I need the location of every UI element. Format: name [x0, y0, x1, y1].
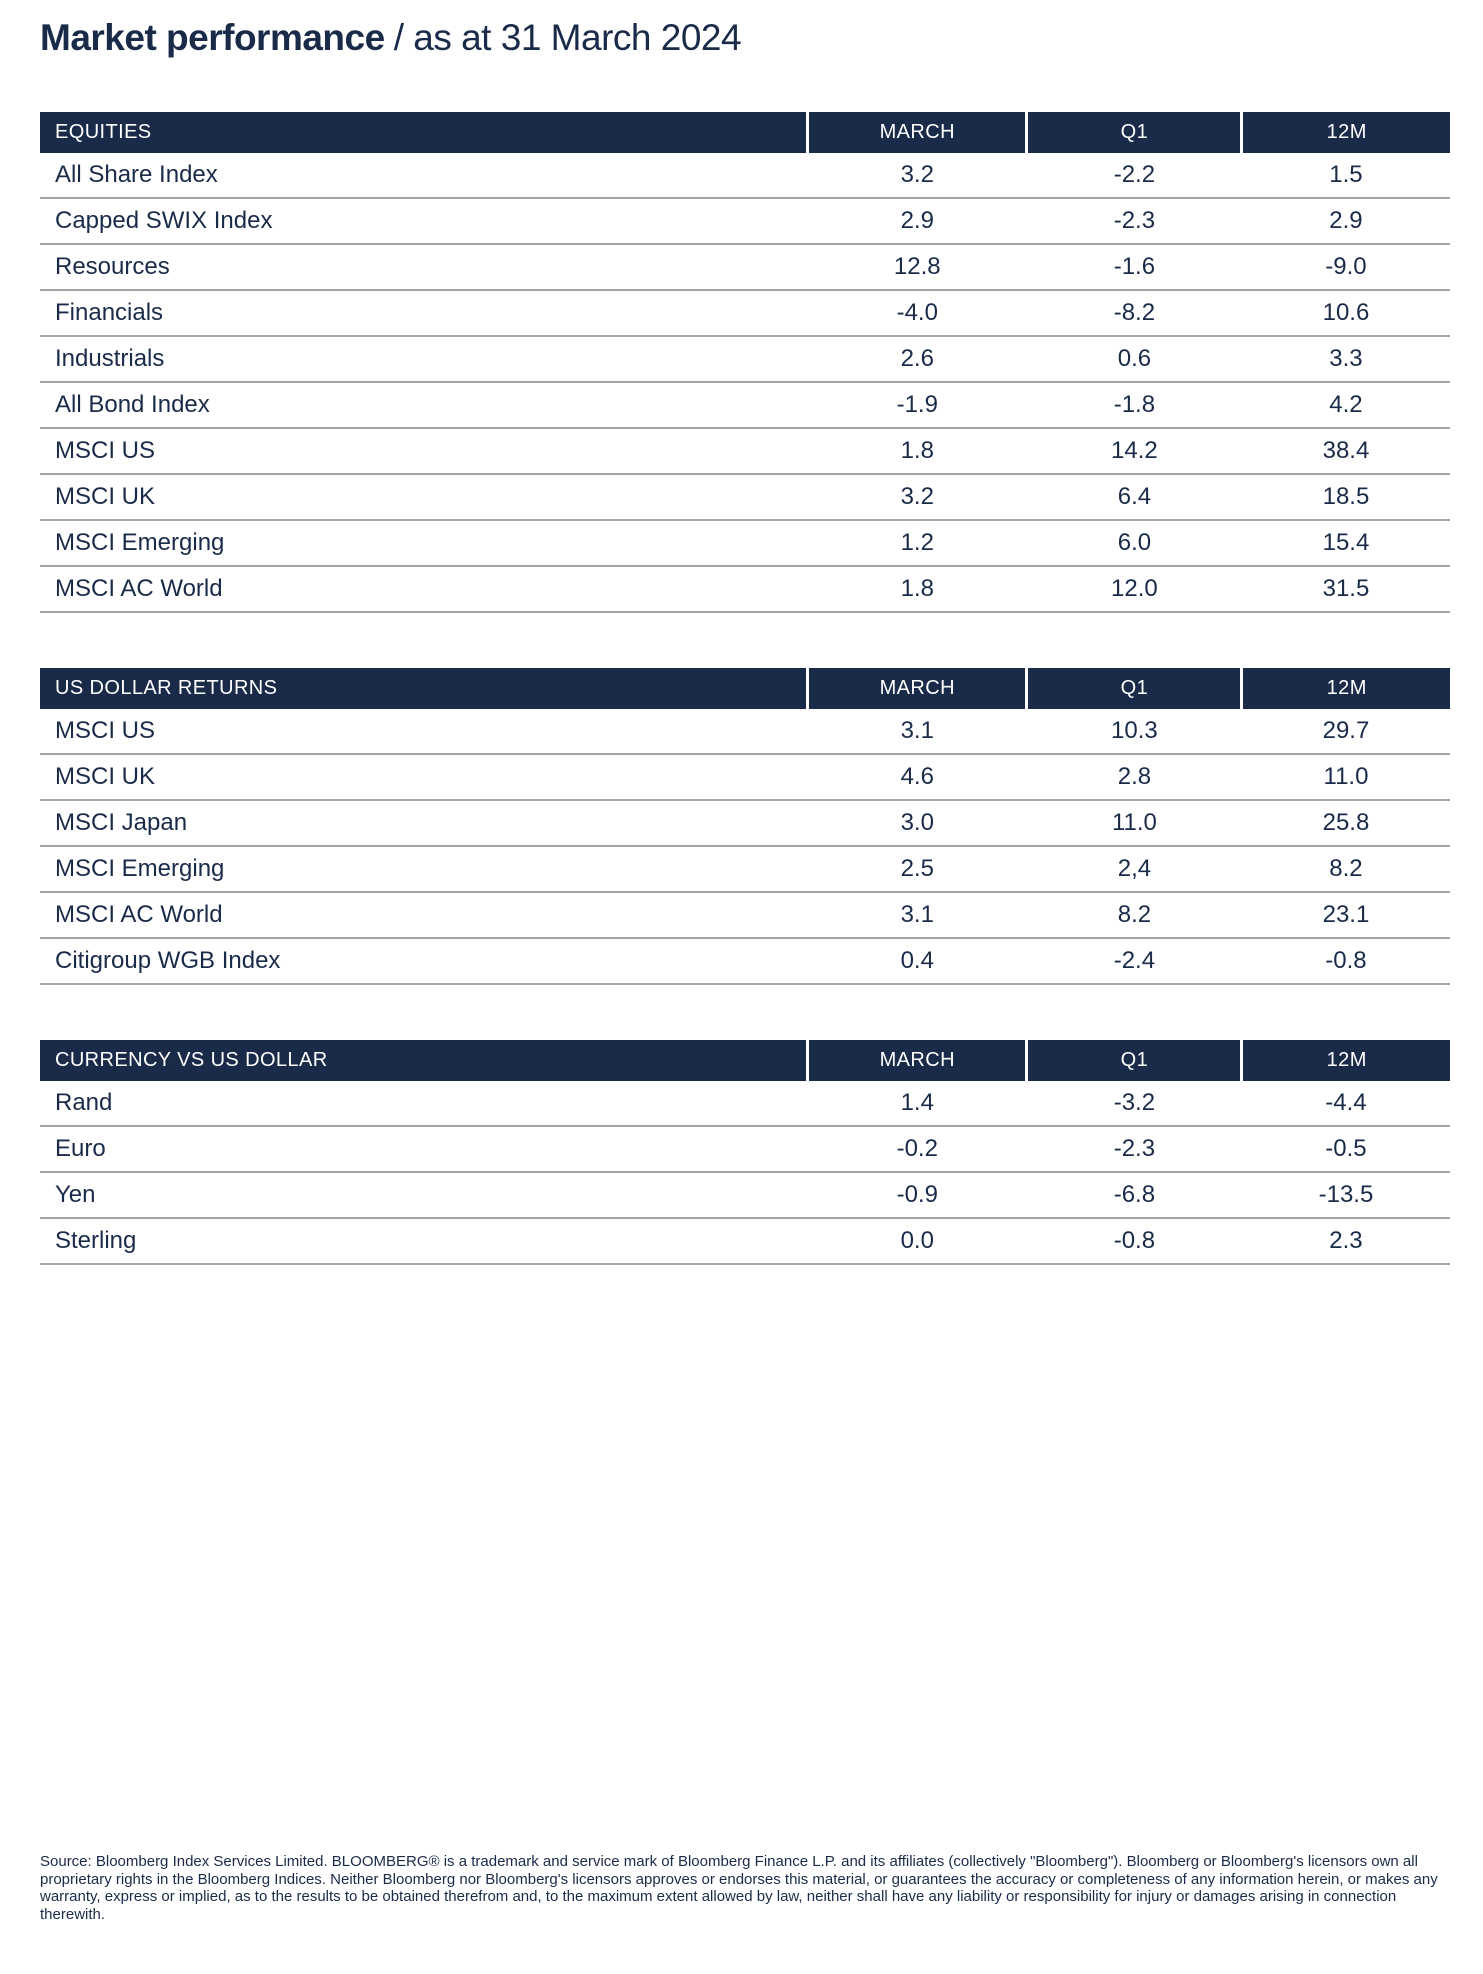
- tables-container: [40, 112, 1450, 1265]
- row-value: -2.2: [1027, 153, 1242, 198]
- row-value: 4.6: [808, 754, 1027, 800]
- row-value: 0.0: [808, 1218, 1027, 1264]
- row-value: 3.3: [1242, 336, 1450, 382]
- row-label: MSCI Emerging: [40, 520, 808, 566]
- column-header-12m: 12M: [1242, 112, 1450, 153]
- table-header-row: [40, 112, 1450, 153]
- row-label: MSCI US: [40, 709, 808, 754]
- row-value: -8.2: [1027, 290, 1242, 336]
- row-value: 0.6: [1027, 336, 1242, 382]
- row-label: Euro: [40, 1126, 808, 1172]
- row-value: 1.8: [808, 566, 1027, 612]
- column-header-q1: Q1: [1027, 112, 1242, 153]
- row-label: Citigroup WGB Index: [40, 938, 808, 984]
- row-label: MSCI AC World: [40, 892, 808, 938]
- row-value: -13.5: [1242, 1172, 1450, 1218]
- table-row: [40, 1172, 1450, 1218]
- table-row: [40, 474, 1450, 520]
- table-row: [40, 1126, 1450, 1172]
- row-value: 8.2: [1027, 892, 1242, 938]
- row-value: 1.5: [1242, 153, 1450, 198]
- table-row: [40, 566, 1450, 612]
- column-header-q1: Q1: [1027, 668, 1242, 709]
- row-value: -9.0: [1242, 244, 1450, 290]
- row-value: -2.3: [1027, 198, 1242, 244]
- row-value: -2.4: [1027, 938, 1242, 984]
- row-value: 18.5: [1242, 474, 1450, 520]
- row-value: 12.0: [1027, 566, 1242, 612]
- table-us-dollar-returns: [40, 668, 1450, 985]
- table-row: [40, 520, 1450, 566]
- row-value: -6.8: [1027, 1172, 1242, 1218]
- table-row: [40, 800, 1450, 846]
- row-value: 29.7: [1242, 709, 1450, 754]
- table-header-row: [40, 668, 1450, 709]
- row-label: Resources: [40, 244, 808, 290]
- row-value: 3.1: [808, 709, 1027, 754]
- row-value: -1.6: [1027, 244, 1242, 290]
- row-value: 3.2: [808, 153, 1027, 198]
- row-value: 2.5: [808, 846, 1027, 892]
- row-value: 3.0: [808, 800, 1027, 846]
- row-label: MSCI UK: [40, 754, 808, 800]
- table-row: [40, 153, 1450, 198]
- page-title-suffix: / as at 31 March 2024: [393, 17, 742, 58]
- table-row: [40, 709, 1450, 754]
- row-value: 2.3: [1242, 1218, 1450, 1264]
- row-value: 2.9: [1242, 198, 1450, 244]
- table-row: [40, 198, 1450, 244]
- source-disclaimer: Source: Bloomberg Index Services Limited. BLOOMBERG® is a trademark and service mark of Bloomberg Finance L.P. and its affiliates (collectively "Bloomberg"). Bloomberg or Bloomberg's licensors own all proprietary rights in the Bloomberg Indices. Neither Bloomberg nor Bloomberg's licensors approves or endorses this material, or guarantees the accuracy or completeness of any information herein, or makes any warranty, express or implied, as to the results to be obtained therefrom and, to the maximum extent allowed by law, neither shall have any liability or responsibility for injury or damages arising in connection therewith.: [40, 1853, 1438, 1923]
- row-value: 2.9: [808, 198, 1027, 244]
- row-value: 14.2: [1027, 428, 1242, 474]
- row-value: 23.1: [1242, 892, 1450, 938]
- table-equities: [40, 112, 1450, 613]
- row-label: All Bond Index: [40, 382, 808, 428]
- table-section-title: EQUITIES: [40, 112, 808, 153]
- row-label: Rand: [40, 1081, 808, 1126]
- row-value: -0.9: [808, 1172, 1027, 1218]
- row-value: 2.8: [1027, 754, 1242, 800]
- page-title-main: Market performance: [40, 17, 385, 58]
- row-value: 2,4: [1027, 846, 1242, 892]
- row-value: -0.2: [808, 1126, 1027, 1172]
- table-header-row: [40, 1040, 1450, 1081]
- table-row: [40, 938, 1450, 984]
- row-value: -0.8: [1242, 938, 1450, 984]
- row-value: -4.0: [808, 290, 1027, 336]
- row-value: -2.3: [1027, 1126, 1242, 1172]
- row-value: 0.4: [808, 938, 1027, 984]
- row-value: -3.2: [1027, 1081, 1242, 1126]
- table-row: [40, 382, 1450, 428]
- row-value: 2.6: [808, 336, 1027, 382]
- row-value: 4.2: [1242, 382, 1450, 428]
- row-value: 1.2: [808, 520, 1027, 566]
- row-value: -4.4: [1242, 1081, 1450, 1126]
- column-header-12m: 12M: [1242, 1040, 1450, 1081]
- row-label: Sterling: [40, 1218, 808, 1264]
- table-row: [40, 754, 1450, 800]
- row-value: 25.8: [1242, 800, 1450, 846]
- row-label: MSCI Japan: [40, 800, 808, 846]
- row-label: MSCI AC World: [40, 566, 808, 612]
- table-row: [40, 244, 1450, 290]
- column-header-q1: Q1: [1027, 1040, 1242, 1081]
- page-title: [40, 16, 1450, 60]
- row-label: Financials: [40, 290, 808, 336]
- row-value: 12.8: [808, 244, 1027, 290]
- table-section-title: CURRENCY VS US DOLLAR: [40, 1040, 808, 1081]
- row-value: 10.3: [1027, 709, 1242, 754]
- row-value: -1.8: [1027, 382, 1242, 428]
- row-label: Yen: [40, 1172, 808, 1218]
- row-value: 11.0: [1027, 800, 1242, 846]
- row-value: 6.4: [1027, 474, 1242, 520]
- table-row: [40, 428, 1450, 474]
- row-value: -1.9: [808, 382, 1027, 428]
- table-row: [40, 846, 1450, 892]
- row-value: 1.4: [808, 1081, 1027, 1126]
- row-label: MSCI UK: [40, 474, 808, 520]
- table-currency-vs-us-dollar: [40, 1040, 1450, 1265]
- row-value: -0.5: [1242, 1126, 1450, 1172]
- column-header-march: MARCH: [808, 1040, 1027, 1081]
- row-value: 6.0: [1027, 520, 1242, 566]
- row-value: 31.5: [1242, 566, 1450, 612]
- table-section-title: US DOLLAR RETURNS: [40, 668, 808, 709]
- table-row: [40, 892, 1450, 938]
- table-row: [40, 1081, 1450, 1126]
- row-value: 38.4: [1242, 428, 1450, 474]
- row-label: Industrials: [40, 336, 808, 382]
- row-value: 3.1: [808, 892, 1027, 938]
- row-value: -0.8: [1027, 1218, 1242, 1264]
- column-header-march: MARCH: [808, 112, 1027, 153]
- row-value: 8.2: [1242, 846, 1450, 892]
- row-value: 1.8: [808, 428, 1027, 474]
- table-row: [40, 290, 1450, 336]
- row-label: All Share Index: [40, 153, 808, 198]
- row-label: MSCI Emerging: [40, 846, 808, 892]
- row-value: 15.4: [1242, 520, 1450, 566]
- column-header-march: MARCH: [808, 668, 1027, 709]
- row-value: 3.2: [808, 474, 1027, 520]
- row-value: 11.0: [1242, 754, 1450, 800]
- column-header-12m: 12M: [1242, 668, 1450, 709]
- table-row: [40, 1218, 1450, 1264]
- row-value: 10.6: [1242, 290, 1450, 336]
- row-label: MSCI US: [40, 428, 808, 474]
- row-label: Capped SWIX Index: [40, 198, 808, 244]
- table-row: [40, 336, 1450, 382]
